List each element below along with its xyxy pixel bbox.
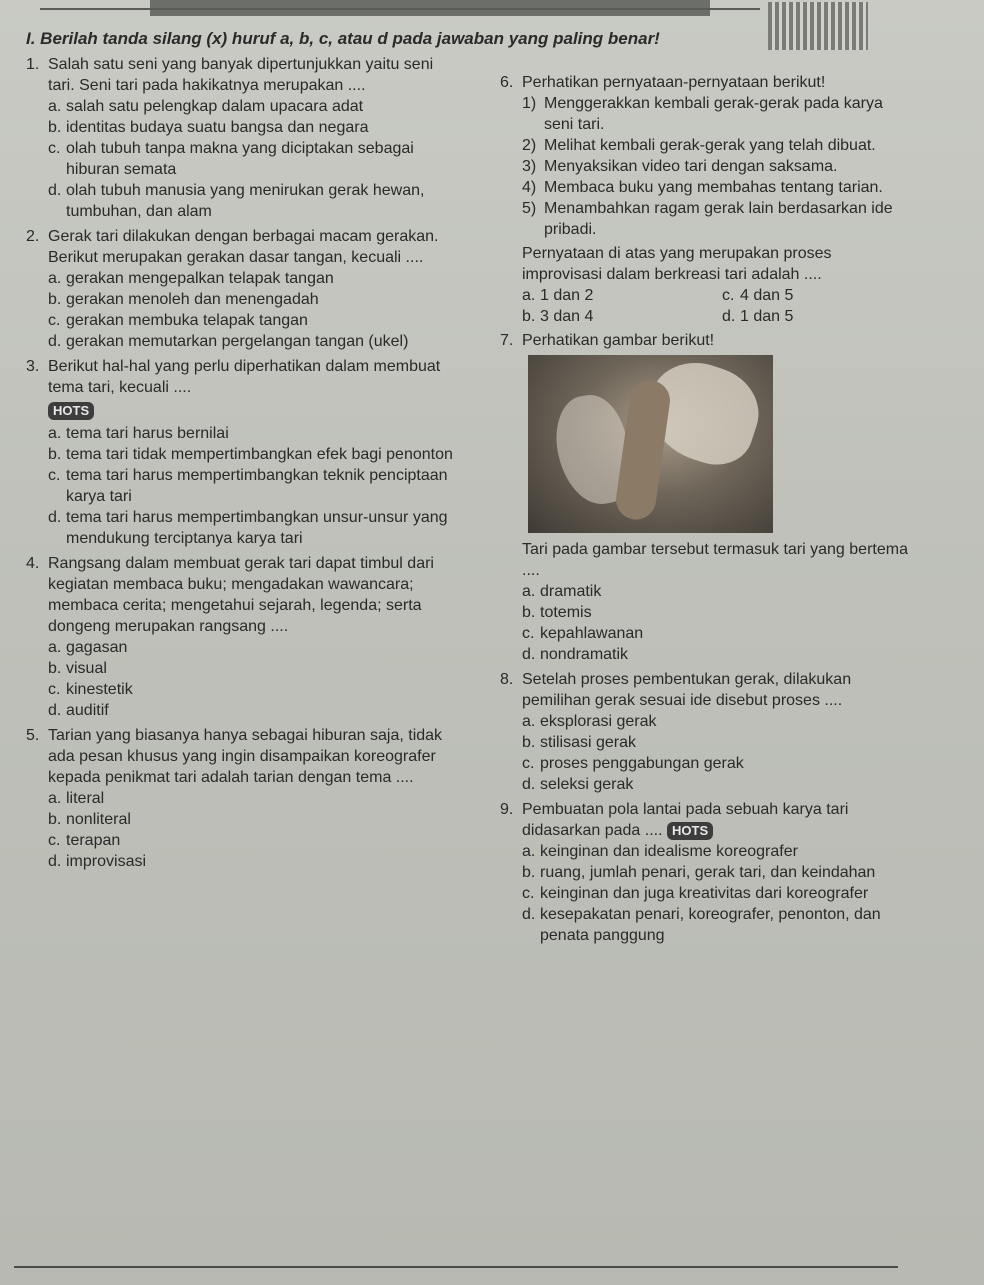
option-letter: b. xyxy=(48,291,62,308)
statement-text: Melihat kembali gerak-gerak yang telah dibuat. xyxy=(544,137,876,154)
option-text: 3 dan 4 xyxy=(540,308,594,325)
question-number: 2. xyxy=(26,228,40,245)
option-letter: d. xyxy=(48,182,62,199)
option-text: auditif xyxy=(66,702,109,719)
option-text: visual xyxy=(66,660,107,677)
option-text: totemis xyxy=(540,604,592,621)
dancer-figure xyxy=(613,378,672,522)
option-text: 4 dan 5 xyxy=(740,287,794,304)
option-letter: a. xyxy=(48,98,62,115)
followup-text: Tari pada gambar tersebut termasuk tari yang bertema .... xyxy=(522,541,908,579)
right-column xyxy=(500,72,910,946)
option-letter: b. xyxy=(522,308,536,325)
option-text: nondramatik xyxy=(540,646,629,663)
statement-number: 1) xyxy=(522,95,537,112)
option-text: tema tari harus bernilai xyxy=(66,425,229,442)
statement-2 xyxy=(522,135,910,156)
question-text: Pembuatan pola lantai pada sebuah karya tari didasarkan pada .... xyxy=(522,801,849,839)
option-letter: a. xyxy=(522,583,536,600)
statement-number: 5) xyxy=(522,200,537,217)
option-d[interactable] xyxy=(48,700,456,721)
option-letter: c. xyxy=(48,681,61,698)
question-number: 9. xyxy=(500,801,514,818)
option-c[interactable] xyxy=(48,679,456,700)
option-letter: c. xyxy=(722,287,735,304)
option-text: 1 dan 2 xyxy=(540,287,594,304)
option-letter: b. xyxy=(522,734,536,751)
hots-badge: HOTS xyxy=(48,402,94,420)
option-letter: d. xyxy=(522,646,536,663)
hots-badge: HOTS xyxy=(667,822,713,840)
question-number: 8. xyxy=(500,671,514,688)
option-a[interactable] xyxy=(48,637,456,658)
option-b[interactable] xyxy=(48,658,456,679)
option-text: nonliteral xyxy=(66,811,131,828)
question-text: Tarian yang biasanya hanya sebagai hiburan saja, tidak ada pesan khusus yang ingin disampaikan koreografer kepada penikmat tari adalah tarian dengan tema .... xyxy=(48,727,443,786)
option-c[interactable] xyxy=(722,285,872,306)
question-followup xyxy=(500,243,910,285)
question-9 xyxy=(500,799,910,841)
option-d[interactable] xyxy=(522,904,910,946)
question-2 xyxy=(26,226,456,268)
question-number: 7. xyxy=(500,332,514,349)
option-letter: d. xyxy=(522,776,536,793)
option-letter: a. xyxy=(48,790,62,807)
question-number: 6. xyxy=(500,74,514,91)
option-letter: c. xyxy=(48,140,61,157)
qr-code-image xyxy=(768,2,868,50)
statement-number: 2) xyxy=(522,137,537,154)
question-number: 3. xyxy=(26,358,40,375)
option-text: gagasan xyxy=(66,639,128,656)
option-a[interactable] xyxy=(48,96,456,117)
statement-4 xyxy=(522,177,910,198)
option-text: tema tari harus mempertimbangkan teknik penciptaan karya tari xyxy=(66,467,448,505)
question-text: Rangsang dalam membuat gerak tari dapat timbul dari kegiatan membaca buku; mengadakan wawancara; membaca cerita; mengetahui sejarah, legenda; serta dongeng merupakan rangsang .... xyxy=(48,555,434,635)
option-letter: d. xyxy=(48,702,62,719)
option-text: terapan xyxy=(66,832,121,849)
option-text: tema tari harus mempertimbangkan unsur-unsur yang mendukung terciptanya karya tari xyxy=(66,509,448,547)
statement-number: 4) xyxy=(522,179,537,196)
option-a[interactable] xyxy=(48,268,456,289)
option-text: keinginan dan idealisme koreografer xyxy=(540,843,798,860)
question-text: Setelah proses pembentukan gerak, dilakukan pemilihan gerak sesuai ide disebut proses .... xyxy=(522,671,852,709)
option-d[interactable] xyxy=(48,331,456,352)
option-text: kinestetik xyxy=(66,681,133,698)
option-letter: d. xyxy=(522,906,536,923)
option-letter: d. xyxy=(722,308,736,325)
option-letter: a. xyxy=(522,843,536,860)
bottom-divider xyxy=(14,1266,898,1268)
option-text: gerakan mengepalkan telapak tangan xyxy=(66,270,334,287)
question-text: Perhatikan gambar berikut! xyxy=(522,332,715,349)
option-letter: d. xyxy=(48,509,62,526)
option-text: stilisasi gerak xyxy=(540,734,637,751)
option-text: kepahlawanan xyxy=(540,625,644,642)
question-5 xyxy=(26,725,456,788)
statement-3 xyxy=(522,156,910,177)
option-text: 1 dan 5 xyxy=(740,308,794,325)
question-number: 1. xyxy=(26,56,40,73)
option-b[interactable] xyxy=(48,809,456,830)
option-c[interactable] xyxy=(48,465,456,507)
option-b[interactable] xyxy=(522,862,910,883)
option-b[interactable] xyxy=(48,444,456,465)
question-1 xyxy=(26,54,456,96)
question-text: Perhatikan pernyataan-pernyataan berikut! xyxy=(522,74,826,91)
option-text: salah satu pelengkap dalam upacara adat xyxy=(66,98,364,115)
option-a[interactable] xyxy=(522,285,722,306)
option-letter: b. xyxy=(522,864,536,881)
option-text: gerakan memutarkan pergelangan tangan (ukel) xyxy=(66,333,409,350)
option-text: ruang, jumlah penari, gerak tari, dan keindahan xyxy=(540,864,876,881)
option-d[interactable] xyxy=(48,180,456,222)
option-text: eksplorasi gerak xyxy=(540,713,657,730)
option-a[interactable] xyxy=(48,788,456,809)
option-text: dramatik xyxy=(540,583,602,600)
option-text: olah tubuh manusia yang menirukan gerak hewan, tumbuhan, dan alam xyxy=(66,182,425,220)
option-d[interactable] xyxy=(48,851,456,872)
option-d[interactable] xyxy=(48,507,456,549)
option-c[interactable] xyxy=(48,830,456,851)
option-b[interactable] xyxy=(522,602,910,623)
question-text: Salah satu seni yang banyak dipertunjukkan yaitu seni tari. Seni tari pada hakikatnya merupakan .... xyxy=(48,56,434,94)
option-letter: c. xyxy=(48,312,61,329)
option-a[interactable] xyxy=(522,711,910,732)
option-letter: c. xyxy=(522,625,535,642)
question-number: 4. xyxy=(26,555,40,572)
option-letter: c. xyxy=(522,755,535,772)
statement-1 xyxy=(522,93,910,135)
option-text: tema tari tidak mempertimbangkan efek bagi penonton xyxy=(66,446,453,463)
option-b[interactable] xyxy=(522,732,910,753)
option-letter: a. xyxy=(48,270,62,287)
option-letter: d. xyxy=(48,853,62,870)
option-c[interactable] xyxy=(48,310,456,331)
option-b[interactable] xyxy=(48,289,456,310)
option-letter: b. xyxy=(522,604,536,621)
option-letter: b. xyxy=(48,446,62,463)
question-6 xyxy=(500,72,910,93)
question-number: 5. xyxy=(26,727,40,744)
option-letter: a. xyxy=(48,425,62,442)
option-letter: c. xyxy=(48,832,61,849)
option-d[interactable] xyxy=(522,774,910,795)
option-text: kesepakatan penari, koreografer, penonton, dan penata panggung xyxy=(540,906,881,944)
option-a[interactable] xyxy=(48,423,456,444)
option-c[interactable] xyxy=(522,623,910,644)
option-text: literal xyxy=(66,790,105,807)
option-c[interactable] xyxy=(48,138,456,180)
option-letter: c. xyxy=(522,885,535,902)
option-letter: a. xyxy=(48,639,62,656)
option-letter: b. xyxy=(48,119,62,136)
section-instruction: I. Berilah tanda silang (x) huruf a, b, c, atau d pada jawaban yang paling benar! xyxy=(26,29,660,48)
question-3 xyxy=(26,356,456,398)
followup-text: Pernyataan di atas yang merupakan proses improvisasi dalam berkreasi tari adalah .... xyxy=(522,245,832,283)
option-letter: b. xyxy=(48,660,62,677)
option-b[interactable] xyxy=(48,117,456,138)
option-text: keinginan dan juga kreativitas dari koreografer xyxy=(540,885,869,902)
option-letter: a. xyxy=(522,287,536,304)
statement-text: Menambahkan ragam gerak lain berdasarkan ide pribadi. xyxy=(544,200,893,238)
option-text: improvisasi xyxy=(66,853,147,870)
option-a[interactable] xyxy=(522,841,910,862)
dancer-photo xyxy=(528,355,773,533)
option-text: olah tubuh tanpa makna yang diciptakan sebagai hiburan semata xyxy=(66,140,414,178)
option-text: gerakan menoleh dan menengadah xyxy=(66,291,319,308)
options-grid xyxy=(522,285,910,327)
statement-text: Menggerakkan kembali gerak-gerak pada karya seni tari. xyxy=(544,95,883,133)
statement-text: Menyaksikan video tari dengan saksama. xyxy=(544,158,838,175)
top-divider xyxy=(40,8,760,10)
question-7 xyxy=(500,330,910,351)
question-followup xyxy=(500,539,910,581)
statement-5 xyxy=(522,198,910,240)
option-letter: a. xyxy=(522,713,536,730)
option-c[interactable] xyxy=(522,753,910,774)
question-8 xyxy=(500,669,910,711)
question-text: Gerak tari dilakukan dengan berbagai macam gerakan. Berikut merupakan gerakan dasar tangan, kecuali .... xyxy=(48,228,439,266)
option-text: gerakan membuka telapak tangan xyxy=(66,312,308,329)
option-letter: c. xyxy=(48,467,61,484)
option-d[interactable] xyxy=(522,644,910,665)
option-d[interactable] xyxy=(722,306,872,327)
question-4 xyxy=(26,553,456,637)
question-text: Berikut hal-hal yang perlu diperhatikan dalam membuat tema tari, kecuali .... xyxy=(48,358,441,396)
statement-text: Membaca buku yang membahas tentang tarian. xyxy=(544,179,883,196)
option-text: seleksi gerak xyxy=(540,776,634,793)
option-letter: b. xyxy=(48,811,62,828)
option-c[interactable] xyxy=(522,883,910,904)
option-a[interactable] xyxy=(522,581,910,602)
statement-number: 3) xyxy=(522,158,537,175)
option-letter: d. xyxy=(48,333,62,350)
option-text: proses penggabungan gerak xyxy=(540,755,744,772)
option-b[interactable] xyxy=(522,306,722,327)
option-text: identitas budaya suatu bangsa dan negara xyxy=(66,119,369,136)
